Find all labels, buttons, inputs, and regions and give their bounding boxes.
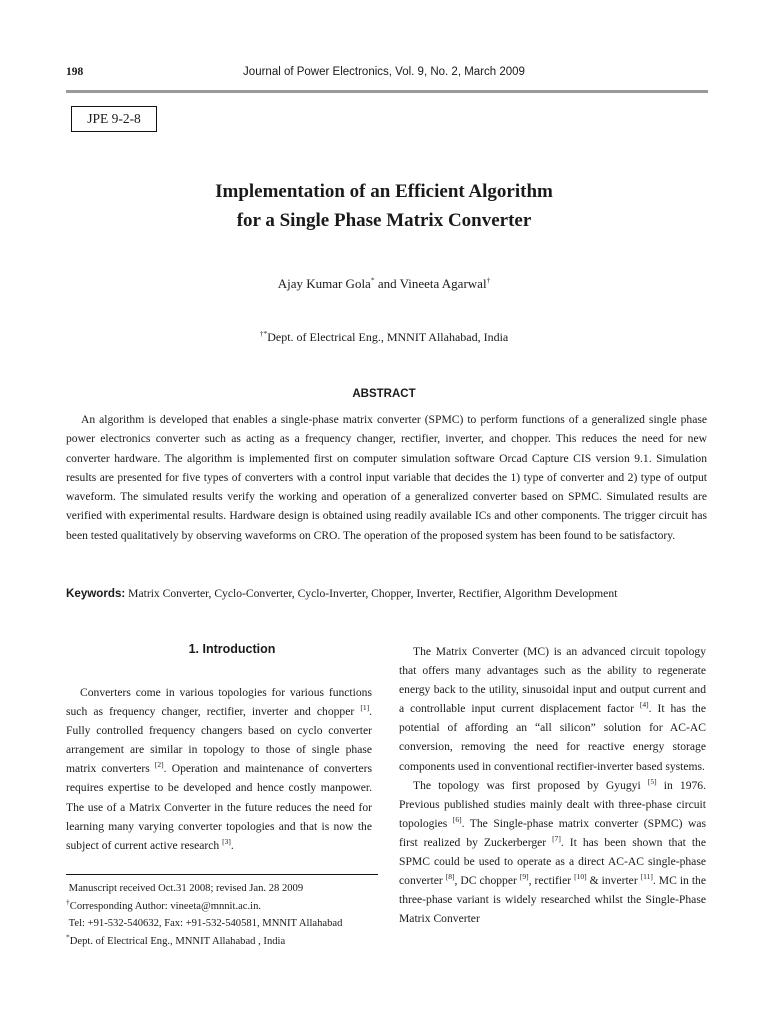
keywords-label: Keywords: (66, 587, 126, 600)
citation-11: [11] (640, 872, 653, 882)
journal-header: Journal of Power Electronics, Vol. 9, No. 2, March 2009 (243, 66, 525, 78)
citation-4: [4] (639, 700, 649, 710)
citation-8: [8] (445, 872, 455, 882)
citation-3: [3] (222, 836, 231, 846)
author-1: Ajay Kumar Gola (277, 276, 371, 291)
author-list (0, 276, 768, 292)
footnote-contact: Tel: +91-532-540632, Fax: +91-532-540581, MNNIT Allahabad (68, 918, 343, 930)
article-code-box: JPE 9-2-8 (71, 106, 157, 132)
title-line-1: Implementation of an Efficient Algorithm (215, 181, 553, 202)
footnote-received: Manuscript received Oct.31 2008; revised Jan. 28 2009 (68, 883, 304, 894)
author-conjunction: and (374, 276, 400, 291)
abstract-text: An algorithm is developed that enables a single-phase matrix converter (SPMC) to perform functions of a generalized single phase power electronics converter such as acting as a frequency changer, rectifier, inverter, and chopper. This reduces the need for new converter hardware. The algorithm is implemented first on computer simulation software Orcad Capture CIS version 9.1. Simulation results are presented for five types of converters with a control input variable that decides the 1) type of converter and 2) type of output waveform. The simulated results verify the working and operation of a generalized converter based on SPMC. Simulated results are verified with experimental results. Hardware design is obtained using readily available ICs and other components. The trigger circuit has been tested qualitatively by observing waveforms on CRO. The operation of the proposed system has been found to be satisfactory. (66, 413, 707, 542)
affiliation-text: Dept. of Electrical Eng., MNNIT Allahabad, India (267, 330, 509, 344)
section-heading-introduction: 1. Introduction (188, 642, 276, 656)
citation-6: [6] (452, 814, 462, 824)
citation-7: [7] (552, 834, 561, 844)
citation-2: [2] (154, 760, 164, 770)
citation-5: [5] (647, 776, 657, 786)
footnote-department: *Dept. of Electrical Eng., MNNIT Allahabad , India (66, 932, 286, 947)
author-2: Vineeta Agarwal (399, 276, 487, 291)
citation-10: [10] (574, 872, 587, 882)
intro-left-column (66, 683, 372, 855)
affiliation (0, 330, 768, 345)
author-1-mark: * (370, 275, 375, 285)
affiliation-mark: †* (259, 329, 268, 338)
intro-paragraph-1: Converters come in various topologies for various functions such as frequency changer, rectifier, inverter and chopper [1]. Fully controlled frequency changers based on cyclo converter arrangement are similar in topology to those of single phase matrix converters [2]. Operation and maintenance of converters requires expertise to be developed and hence costly manpower. The use of a Matrix Converter in the future reduces the need for learning many varying converter topologies and that is now the subject of current active research [3]. (66, 686, 372, 852)
intro-right-column (399, 642, 706, 928)
footnotes (66, 880, 378, 950)
footnote-rule (66, 874, 378, 875)
page-number: 198 (66, 66, 84, 78)
paper-title (0, 177, 768, 235)
footnote-corresponding: †Corresponding Author: vineeta@mnnit.ac.in. (66, 897, 262, 912)
title-line-2: for a Single Phase Matrix Converter (236, 210, 532, 231)
header-rule (66, 90, 708, 93)
keywords-text: Matrix Converter, Cyclo-Converter, Cyclo-Inverter, Chopper, Inverter, Rectifier, Algorithm Development (125, 587, 618, 600)
right-paragraph-2: The topology was first proposed by Gyugyi [5] in 1976. Previous published studies mainly dealt with three-phase circuit topologies [6]. The Single-phase matrix converter (SPMC) was first realized by Zuckerberger [7]. It has been shown that the SPMC could be used to operate as a direct AC-AC single-phase converter [8], DC chopper [9], rectifier [10] & inverter [11]. MC in the three-phase variant is widely researched whilst the Single-Phase Matrix Converter (399, 776, 707, 926)
citation-1: [1] (360, 703, 370, 713)
author-2-mark: † (486, 275, 491, 285)
abstract-heading: ABSTRACT (352, 388, 416, 400)
right-paragraph-1: The Matrix Converter (MC) is an advanced circuit topology that offers many advantages such as the ability to regenerate energy back to the utility, sinusoidal input and output current and a controllable input current displacement factor [4]. It has the potential of affording an “all silicon” solution for AC-AC conversion, removing the need for reactive energy storage components used in conventional rectifier-inverter based systems. (399, 645, 706, 773)
keywords (66, 586, 708, 602)
citation-9: [9] (519, 872, 529, 882)
